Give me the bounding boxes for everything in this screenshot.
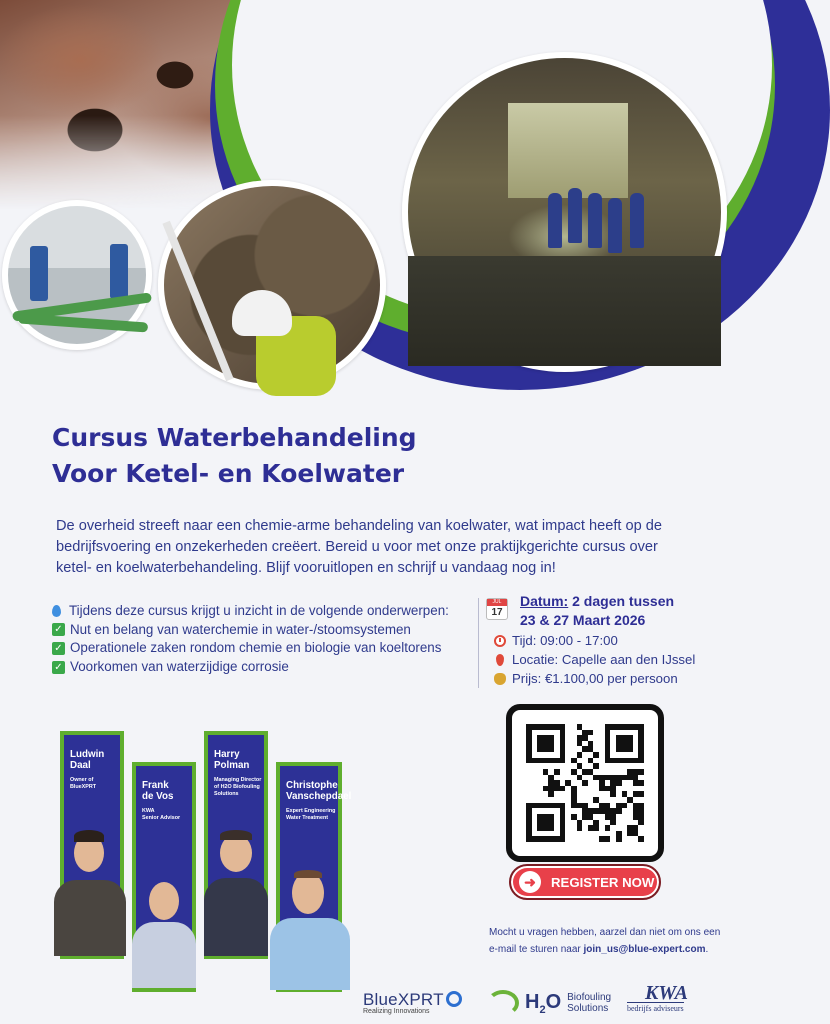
- pump-unit: [30, 246, 48, 301]
- bluexprt-logo: [363, 990, 462, 1015]
- register-now-button[interactable]: [509, 864, 661, 900]
- registration-qr-code[interactable]: [506, 704, 664, 862]
- speaker-photo-christophe: [264, 870, 352, 990]
- speaker-first-name: Ludwin: [70, 749, 105, 760]
- speaker-role-line: of H2O Biofouling Solutions: [214, 784, 260, 797]
- register-label: REGISTER NOW: [551, 874, 655, 890]
- h2o-wordmark: [525, 991, 561, 1016]
- pump-unit: [110, 244, 128, 299]
- ladder: [162, 221, 233, 382]
- speaker-hair: [74, 830, 104, 842]
- calendar-month: JUL: [487, 599, 507, 606]
- kwa-subtitle: bedrijfs adviseurs: [627, 1004, 684, 1013]
- speaker-first-name: Frank: [142, 780, 169, 791]
- time-text: Tijd: 09:00 - 17:00: [512, 633, 618, 648]
- price-text: Prijs: €1.100,00 per persoon: [512, 671, 678, 686]
- worker-figure: [588, 193, 602, 248]
- speaker-photo-ludwin: [52, 828, 128, 956]
- speaker-role-line: Owner of: [70, 777, 94, 783]
- speaker-photo-harry: [204, 828, 268, 956]
- speaker-hair: [294, 870, 322, 878]
- speaker-name: [70, 749, 104, 771]
- speaker-face: [149, 882, 179, 920]
- check-icon: ✓: [52, 623, 65, 636]
- list-item: [52, 621, 482, 640]
- h2o-subtitle: [567, 992, 611, 1014]
- title-line-1: Cursus Waterbehandeling: [52, 423, 417, 452]
- contact-text: [489, 924, 724, 958]
- location-row: [494, 651, 724, 669]
- kwa-logo: [627, 982, 723, 1016]
- check-icon: ✓: [52, 661, 65, 674]
- topics-list: [52, 602, 482, 676]
- topics-heading: [52, 602, 482, 621]
- speaker-name: [286, 780, 351, 802]
- check-icon: ✓: [52, 642, 65, 655]
- h2o-o: O: [545, 990, 562, 1013]
- contact-message: Mocht u vragen hebben, aarzel dan niet om ons een e-mail te sturen naar: [489, 927, 721, 955]
- contact-email-link[interactable]: join_us@blue-expert.com: [583, 944, 706, 955]
- speaker-role: [70, 777, 132, 791]
- list-item: [52, 639, 482, 658]
- speaker-role: [142, 808, 204, 822]
- worker-helmet: [232, 290, 292, 336]
- topic-text: Nut en belang van waterchemie in water-/stoomsystemen: [70, 621, 411, 637]
- speaker-role-line: Senior Advisor: [142, 815, 181, 821]
- speaker-hair: [220, 830, 252, 840]
- bluexprt-wordmark: [363, 990, 462, 1010]
- speaker-last-name: de Vos: [142, 791, 174, 802]
- date-info: [520, 592, 720, 630]
- contact-end: .: [705, 944, 709, 955]
- title-line-2: Voor Ketel- en Koelwater: [52, 459, 405, 488]
- speaker-role-line: Expert Engineering: [286, 808, 336, 814]
- topic-text: Voorkomen van waterzijdige corrosie: [70, 658, 289, 674]
- time-row: [494, 632, 724, 650]
- h2o-biofouling-logo: [487, 990, 611, 1016]
- speaker-role-line: Water Treatment: [286, 815, 329, 821]
- green-pipe: [18, 313, 148, 332]
- speaker-suit: [54, 880, 126, 956]
- h2o-sub-line: Solutions: [567, 1003, 609, 1014]
- cooling-tunnel-photo: [402, 52, 727, 372]
- speaker-name: [214, 749, 249, 771]
- swirl-icon: [487, 990, 519, 1016]
- bluexprt-name: BlueXPRT: [363, 990, 444, 1009]
- hero-collage: [0, 0, 724, 410]
- clock-icon: [494, 635, 506, 647]
- worker-figure: [630, 193, 644, 248]
- speaker-name: [142, 780, 173, 802]
- money-bag-icon: [494, 673, 506, 685]
- date-label: Datum:: [520, 593, 569, 609]
- arrow-right-icon: ➜: [519, 871, 541, 893]
- speaker-suit: [204, 878, 268, 956]
- date-text: 2 dagen tussen: [568, 593, 675, 609]
- speaker-role-line: Managing Director: [214, 777, 262, 783]
- worker-figure: [608, 198, 622, 253]
- globe-icon: [446, 991, 462, 1007]
- speaker-face: [292, 872, 324, 914]
- divider: [478, 598, 479, 688]
- speaker-role: [286, 808, 348, 822]
- speaker-first-name: Harry: [214, 749, 240, 760]
- h2o-h: H: [525, 990, 540, 1013]
- kwa-wordmark: KWA: [645, 982, 688, 1004]
- speaker-last-name: Daal: [70, 760, 91, 771]
- pin-icon: [496, 654, 504, 666]
- calendar-day: 17: [491, 607, 503, 618]
- speaker-role-line: BlueXPRT: [70, 784, 97, 790]
- list-item: [52, 658, 482, 677]
- h2o-sub-line: Biofouling: [567, 992, 612, 1003]
- speaker-role: [214, 777, 276, 798]
- worker-figure: [568, 188, 582, 243]
- topics-heading-text: Tijdens deze cursus krijgt u inzicht in de volgende onderwerpen:: [69, 603, 449, 618]
- speaker-shirt: [132, 922, 196, 988]
- speaker-photo-frank: [132, 880, 196, 988]
- price-row: [494, 670, 724, 688]
- tunnel-water: [408, 256, 721, 366]
- pump-room-photo: [2, 200, 152, 350]
- speaker-last-name: Polman: [214, 760, 250, 771]
- h2o-subscript: 2: [539, 1003, 546, 1016]
- bluexprt-tagline: Realizing Innovations: [363, 1008, 430, 1015]
- intro-paragraph: De overheid streeft naar een chemie-arme behandeling van koelwater, wat impact heeft op de bedrijfsvoering en onzekerheden creëert. Bereid u voor met onze praktijkgerichte cursus over ketel- en koelwaterbehandeling. Blijf vooruitlopen en schrijf u vandaag nog in!: [56, 518, 662, 576]
- calendar-icon: [486, 598, 508, 620]
- worker-figure: [548, 193, 562, 248]
- speaker-role-line: KWA: [142, 808, 155, 814]
- qr-module: [638, 836, 644, 842]
- speaker-first-name: Christophe: [286, 780, 338, 791]
- qr-code: [526, 724, 644, 842]
- location-text: Locatie: Capelle aan den IJssel: [512, 652, 696, 667]
- worker-inspection-photo: [158, 180, 386, 390]
- tunnel-opening: [508, 103, 628, 198]
- date-range: 23 & 27 Maart 2026: [520, 612, 646, 628]
- page-title: [52, 420, 532, 492]
- speaker-last-name: Vanschepdael: [286, 791, 352, 802]
- speaker-shirt: [270, 918, 350, 990]
- topic-text: Operationele zaken rondom chemie en biologie van koeltorens: [70, 640, 442, 656]
- water-drop-icon: [52, 605, 61, 617]
